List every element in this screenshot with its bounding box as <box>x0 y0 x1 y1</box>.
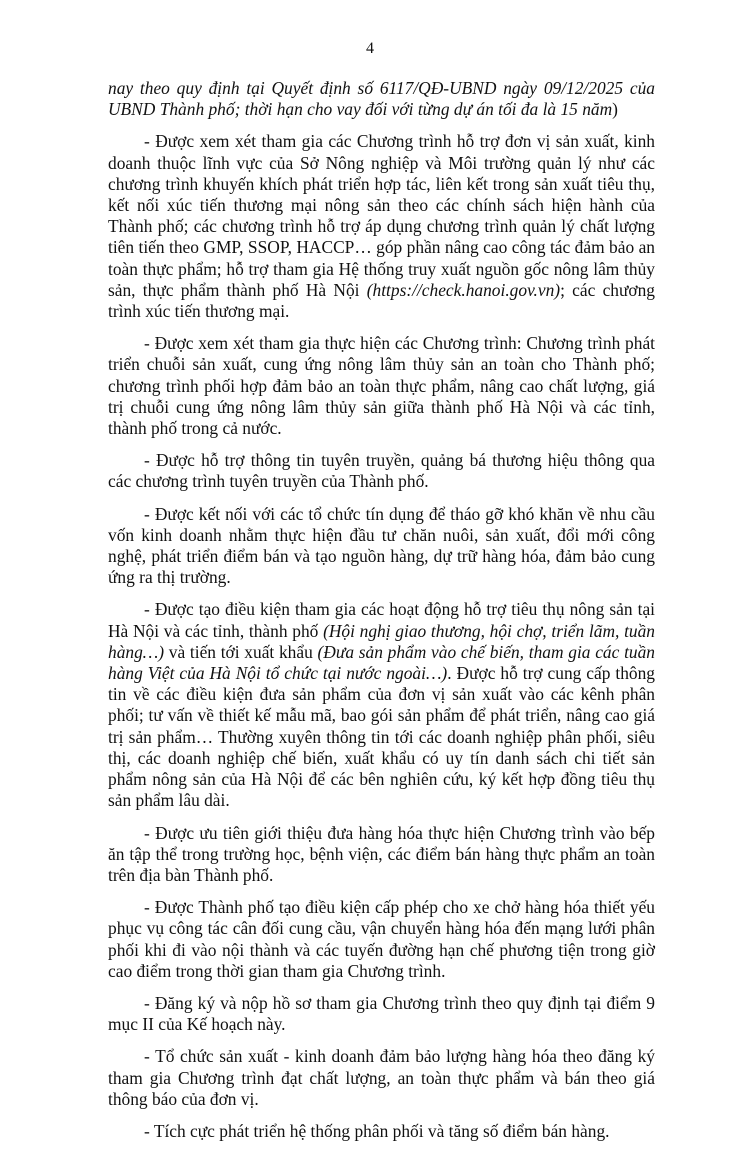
text-segment: ; các chương trình xúc tiến thương mại. <box>108 279 655 322</box>
text-italic: (Đưa sản phẩm vào chế biến, tham gia các tuần hàng Việt của Hà Nội tổ chức tại nước ngoài…) <box>108 641 655 684</box>
text-segment: - Tích cực phát triển hệ thống phân phối và tăng số điểm bán hàng. <box>144 1120 610 1141</box>
paragraph-loan-term-continuation <box>108 78 655 120</box>
paragraph-promotion-support <box>108 450 655 492</box>
text-segment: - Được tạo điều kiện tham gia các hoạt động hỗ trợ tiêu thụ nông sản tại Hà Nội và các tỉnh, thành phố <box>108 599 655 641</box>
text-segment: - Được kết nối với các tổ chức tín dụng để tháo gỡ khó khăn về nhu cầu vốn kinh doanh nhằm thực hiện đầu tư chăn nuôi, sản xuất, đổi mới công nghệ, phát triển điểm bán và tạo nguồn hàng, dự trữ hàng hóa, đảm bảo cung ứng ra thị trường. <box>108 503 655 588</box>
paragraph-support-programs <box>108 131 655 322</box>
paragraph-vehicle-permit <box>108 897 655 982</box>
page-number: 4 <box>366 40 374 57</box>
paragraph-distribution-development <box>108 1121 655 1142</box>
text-segment: - Được Thành phố tạo điều kiện cấp phép cho xe chở hàng hóa thiết yếu phục vụ công tác cân đối cung cầu, vận chuyển hàng hóa đến mạng lưới phân phối khi đi vào nội thành và các tuyến đường hạn chế phương tiện trong giờ cao điểm trong thời gian tham gia Chương trình. <box>108 897 655 981</box>
paragraph-canteen-priority <box>108 823 655 887</box>
text-segment: . Được hỗ trợ cung cấp thông tin về các điều kiện đưa sản phẩm của đơn vị sản xuất vào các kênh phân phối; tư vấn về thiết kế mẫu mã, bao gói sản phẩm để phát triển, nâng cao giá trị sản phẩm… Thường xuyên thông tin tới các doanh nghiệp phân phối, siêu thị, các doanh nghiệp chế biến, xuất khẩu có uy tín danh sách chi tiết sản phẩm nông sản của Hà Nội để các bên nghiên cứu, ký kết hợp đồng tiêu thụ sản phẩm lâu dài. <box>108 663 656 811</box>
text-segment: - Đăng ký và nộp hồ sơ tham gia Chương trình theo quy định tại điểm 9 mục II của Kế hoạch này. <box>108 992 655 1035</box>
text-segment: - Được xem xét tham gia thực hiện các Chương trình: Chương trình phát triển chuỗi sản xuất, cung ứng nông lâm thủy sản an toàn cho Thành phố; chương trình phối hợp đảm bảo an toàn thực phẩm, nâng cao chất lượng, giá trị chuỗi cung ứng nông lâm thủy sản giữa thành phố Hà Nội và các tỉnh, thành phố trong cả nước. <box>108 333 655 439</box>
text-segment: - Được hỗ trợ thông tin tuyên truyền, quảng bá thương hiệu thông qua các chương trình tuyên truyền của Thành phố. <box>108 450 655 492</box>
paragraph-consumption-support <box>108 599 655 811</box>
traceability-link-text: (https://check.hanoi.gov.vn) <box>366 279 561 300</box>
paragraph-registration <box>108 993 655 1035</box>
text-segment: ) <box>612 99 618 120</box>
text-segment: - Được xem xét tham gia các Chương trình hỗ trợ đơn vị sản xuất, kinh doanh thuộc lĩnh vực của Sở Nông nghiệp và Môi trường quản lý như các chương trình khuyến khích phát triển hợp tác, liên kết trong sản xuất tiêu thụ, kết nối xúc tiến thương mại nông sản theo các chính sách hiện hành của Thành phố; các chương trình hỗ trợ áp dụng chương trình quản lý chất lượng tiên tiến theo GMP, SSOP, HACCP… góp phần nâng cao công tác đảm bảo an toàn thực phẩm; hỗ trợ tham gia Hệ thống truy xuất nguồn gốc nông lâm thủy sản, thực phẩm thành phố Hà Nội <box>108 131 655 300</box>
document-body <box>108 78 655 1153</box>
text-italic: nay theo quy định tại Quyết định số 6117/QĐ-UBND ngày 09/12/2025 của UBND Thành phố; thời hạn cho vay đối với từng dự án tối đa là 15 năm <box>108 78 655 120</box>
text-segment: - Tổ chức sản xuất - kinh doanh đảm bảo lượng hàng hóa theo đăng ký tham gia Chương trình đạt chất lượng, an toàn thực phẩm và bán theo giá thông báo của đơn vị. <box>108 1046 655 1109</box>
text-segment: - Được ưu tiên giới thiệu đưa hàng hóa thực hiện Chương trình vào bếp ăn tập thể trong trường học, bệnh viện, các điểm bán hàng thực phẩm an toàn trên địa bàn Thành phố. <box>108 822 655 885</box>
paragraph-supply-chain-programs <box>108 333 655 439</box>
paragraph-production-obligation <box>108 1046 655 1110</box>
text-italic: (Hội nghị giao thương, hội chợ, triển lãm, tuần hàng…) <box>108 620 655 662</box>
text-segment: và tiến tới xuất khẩu <box>164 641 318 662</box>
paragraph-credit-connection <box>108 504 655 589</box>
